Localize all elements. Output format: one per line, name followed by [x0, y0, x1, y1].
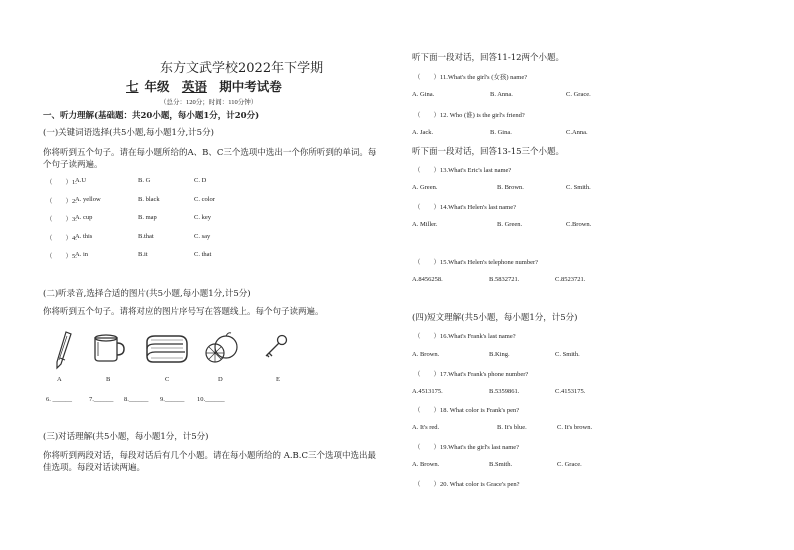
option-b: B.King. [489, 351, 510, 358]
answer-blank-8[interactable]: 8.______ [124, 396, 149, 403]
q-number: （ ）5. [46, 253, 77, 260]
option-c: C. that [194, 251, 212, 258]
sec3-title: (三)对话理解(共5小题，每小题1分，计5分) [43, 432, 209, 442]
option-c: C. say [194, 233, 211, 240]
answer-blank-10[interactable]: 10.______ [197, 396, 225, 403]
option-b: B.5359861. [489, 388, 520, 395]
option-a: A.4513175. [412, 388, 443, 395]
option-c: C.8523721. [555, 276, 586, 283]
dialog1-title: 听下面一段对话，回答11-12两个小题。 [412, 53, 565, 63]
question-stem: （ ）15.What's Helen's telephone number? [414, 259, 539, 266]
option-c: C.4153175. [555, 388, 586, 395]
option-c: C.Anna. [566, 129, 588, 136]
option-c: C.Brown. [566, 221, 592, 228]
option-a: A.8456258. [412, 276, 443, 283]
question-stem: （ ）20. What color is Grace's pen? [414, 481, 520, 488]
question-stem: （ ）19.What's the girl's last name? [414, 444, 520, 451]
option-a: A. in [75, 251, 88, 258]
sec2-title: (二)听录音,选择合适的图片(共5小题,每小题1分,计5分) [43, 289, 251, 299]
q-number: （ ）3. [46, 216, 77, 223]
grade-value: 七 [126, 79, 139, 94]
pic-label-b: B [106, 376, 111, 383]
q-number: （ ）2. [46, 198, 77, 205]
pic-label-a: A [57, 376, 62, 383]
option-a: A. It's red. [412, 424, 440, 431]
option-a: A. Miller. [412, 221, 438, 228]
answer-blank-9[interactable]: 9.______ [160, 396, 185, 403]
option-c: C. Grace. [557, 461, 582, 468]
score-time: （总分：120分；时间：110分钟） [160, 99, 258, 106]
option-a: A.U [75, 177, 87, 184]
option-c: C. color [194, 196, 215, 203]
pic-label-d: D [218, 376, 223, 383]
option-b: B. map [138, 214, 157, 221]
question-stem: （ ）12. Who (谁) is the girl's friend? [414, 112, 525, 119]
sec4-title: (四)短文理解(共5小题，每小题1分，计5分) [412, 313, 578, 323]
option-a: A. this [75, 233, 93, 240]
question-stem: （ ）13.What's Eric's last name? [414, 167, 512, 174]
folded-quilt-icon [143, 334, 189, 364]
answer-blank-7[interactable]: 7.______ [89, 396, 114, 403]
option-a: A. cup [75, 214, 93, 221]
option-a: A. Jack. [412, 129, 434, 136]
question-stem: （ ）11.What's the girl's (女孩) name? [414, 74, 528, 81]
option-b: B.Smith. [489, 461, 513, 468]
option-c: C. Smith. [555, 351, 580, 358]
sec1-instr-1: 你将听到五个句子。请在每小题所给的A、B、C三个选项中选出一个你所听到的单词。每 [43, 148, 377, 158]
sec2-instr: 你将听到五个句子。请将对应的图片序号写在答题线上。每个句子读两遍。 [43, 307, 324, 317]
q-number: （ ）1. [46, 179, 77, 186]
option-b: B. It's blue. [497, 424, 527, 431]
subject-value: 英语 [181, 79, 207, 94]
fruit-icon [204, 331, 240, 365]
option-a: A. Green. [412, 184, 438, 191]
option-b: B. black [138, 196, 160, 203]
option-c: C. Grace. [566, 91, 591, 98]
exam-title [120, 77, 282, 95]
option-c: C. Smith. [566, 184, 591, 191]
option-b: B. Brown. [497, 184, 524, 191]
school-title: 东方文武学校2022年下学期 [160, 61, 324, 76]
answer-blank-6[interactable]: 6. ______ [46, 396, 72, 403]
question-stem: （ ）14.What's Helen's last name? [414, 204, 516, 211]
option-b: B.5832721. [489, 276, 520, 283]
option-c: C. key [194, 214, 211, 221]
part1-title: 一、听力理解(基础题：共20小题，每小题1分，计20分) [43, 111, 260, 121]
question-stem: （ ）16.What's Frank's last name? [414, 333, 516, 340]
option-a: A. Brown. [412, 351, 440, 358]
exam-name: 期中考试卷 [219, 79, 282, 94]
key-icon [262, 334, 288, 360]
q-number: （ ）4. [46, 235, 77, 242]
pen-icon [52, 330, 74, 370]
question-stem: （ ）18. What color is Frank's pen? [414, 407, 520, 414]
sec3-instr-2: 佳选项。每段对话读两遍。 [43, 463, 146, 473]
dialog2-title: 听下面一段对话，回答13-15三个小题。 [412, 147, 565, 157]
option-a: A. Brown. [412, 461, 440, 468]
sec1-instr-2: 个句子读两遍。 [43, 160, 103, 170]
option-a: A. yellow [75, 196, 101, 203]
option-c: C. It's brown. [557, 424, 593, 431]
option-c: C. D [194, 177, 207, 184]
option-a: A. Gina. [412, 91, 435, 98]
option-b: B. Gina. [490, 129, 512, 136]
option-b: B. Green. [497, 221, 523, 228]
option-b: B. G [138, 177, 151, 184]
option-b: B. Anna. [490, 91, 513, 98]
sec3-instr-1: 你将听到两段对话，每段对话后有几个小题。请在每小题所给的 A.B.C三个选项中选出最 [43, 451, 376, 461]
sec1-title: (一)关键词语选择(共5小题,每小题1分,计5分) [43, 128, 214, 138]
option-b: B.that [138, 233, 154, 240]
pic-label-c: C [165, 376, 170, 383]
option-b: B.it [138, 251, 148, 258]
grade-label: 年级 [144, 79, 170, 94]
pic-label-e: E [276, 376, 280, 383]
question-stem: （ ）17.What's Frank's phone number? [414, 371, 529, 378]
cup-icon [92, 332, 126, 362]
